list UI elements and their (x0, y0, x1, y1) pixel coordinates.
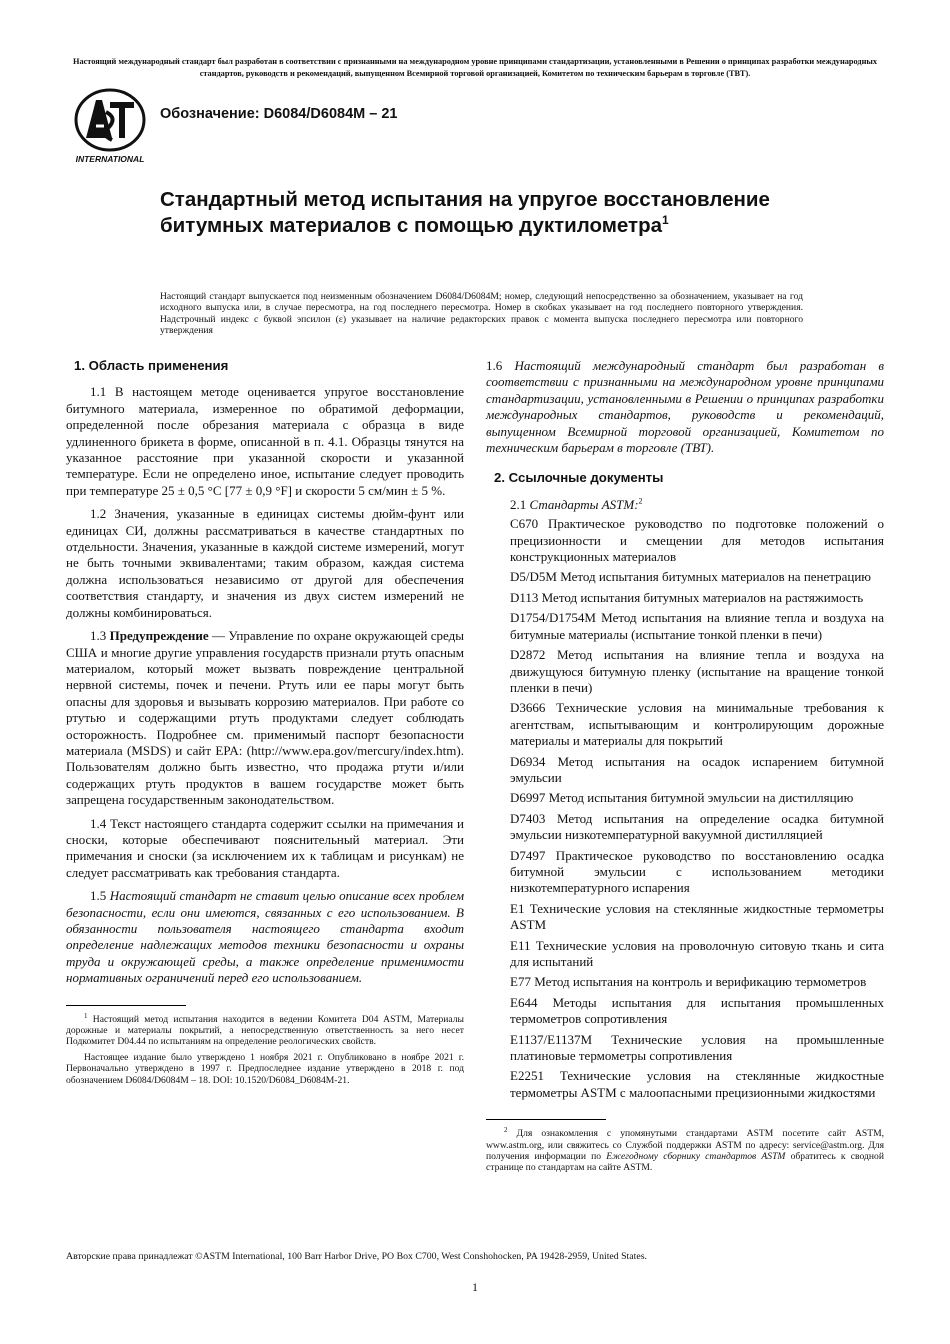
title-text: Стандартный метод испытания на упругое восстановление битумных материалов с помощью дуктилометра (160, 188, 770, 237)
reference-item: D5/D5M Метод испытания битумных материалов на пенетрацию (510, 569, 872, 585)
reference-item: D7497 Практическое руководство по восстановлению осадка битумной эмульсии с использованием методики низкотемпературного испарения (510, 847, 884, 896)
section-1-heading: 1. Область применения (74, 358, 229, 373)
footnote-1-edition: Настоящее издание было утверждено 1 ноября 2021 г. Опубликовано в ноябре 2021 г. Первоначально утверждено в 1997 г. Предпоследнее издание утверждено в 2018 г. под обозначением D6084/D6084M – 18. DOI: 10.1520/D6084_D6084M-21. (66, 1051, 464, 1086)
footnote-2 (486, 1128, 884, 1174)
document-title (160, 187, 780, 239)
footnote-2-text-b: обратитесь к сводной странице по стандартам на сайте ASTM. (486, 1151, 884, 1174)
paragraph-1-5-text: Настоящий стандарт не ставит целью описание всех проблем безопасности, если они имеются, связанных с его использованием. В обязанности пользователя настоящего стандарта входит определение надлежащих методов техники безопасности и охраны труда и окружающей среды, а также определение применимости нормативных ограничений перед его использованием. (66, 888, 464, 986)
paragraph-1-2: 1.2 Значения, указанные в единицах системы дюйм-фунт или единицах СИ, должны рассматриваться в качестве стандартных по отдельности. Значения, указанные в каждой системе измерений, могут не быть точными эквивалентами; таким образом, каждая система должна использоваться независимо от другой для обеспечения соответствия стандарту, и значения из двух систем измерений не должны комбинироваться. (66, 506, 464, 620)
reference-item: E11 Технические условия на проволочную ситовую ткань и сита для испытаний (510, 937, 884, 969)
paragraph-1-4: 1.4 Текст настоящего стандарта содержит ссылки на примечания и сноски, которые обеспечивают пояснительный материал. Эти примечания и сноски (за исключением их к таблицам и рисункам) не следует рассматривать как требования стандарта. (66, 815, 464, 880)
reference-item: E1 Технические условия на стеклянные жидкостные термометры ASTM (510, 900, 884, 933)
warning-label: Предупреждение (109, 628, 209, 644)
astm-logo-icon (66, 88, 154, 166)
subsection-2-1-mark: 2 (638, 496, 643, 506)
left-column (66, 358, 464, 1090)
reference-item: E2251 Технические условия на стеклянные жидкостные термометры ASTM с малоопасными прецизионными жидкостями (510, 1068, 884, 1100)
paragraph-1-3 (66, 628, 464, 808)
paragraph-1-3-text: — Управление по охране окружающей среды США и многие другие управления государств признали ртуть опасным материалом, который может вызвать повреждение центральной нервной системы, почек и печени. Ртуть или ее пары могут быть опасны для здоровья и вызывать коррозию материалов. При работе со ртутью и содержащими ртуть продуктами следует соблюдать осторожность. Подробнее см. применимый паспорт безопасности материала (MSDS) и сайт EPA: (http://www.epa.gov/mercury/index.htm). Пользователям должно быть известно, что продажа ртути и/или содержащих ртуть продуктов в вашем государстве может быть запрещена государственным законодательством. (66, 628, 465, 808)
logo-text: INTERNATIONAL (75, 154, 145, 164)
footnote-divider (66, 1005, 186, 1006)
reference-list (486, 516, 884, 1101)
paragraph-1-5-number: 1.5 (90, 888, 107, 904)
standard-notice: Настоящий международный стандарт был разработан в соответствии с признанными на международном уровне принципами стандартизации, установленными в Решении о принципах разработки международных стандартов, руководств и рекомендаций, выпущенном Всемирной торговой организацией, Комитетом по техническим барьерам в торговле (ТВТ). (73, 57, 877, 78)
paragraph-1-6 (486, 358, 884, 456)
paragraph-1-5 (66, 888, 464, 986)
reference-item: D1754/D1754M Метод испытания на влияние тепла и воздуха на битумные материалы (испытание тонкой пленки в печи) (510, 610, 884, 642)
paragraph-1-1: 1.1 В настоящем методе оценивается упругое восстановление битумного материала, измеренное по обратимой деформации, определенной после обрезания материала с образца в виде удлиненного брикета в форме, описанной в п. 4.1. Образцы тянутся на указанное расстояние при указанной скорости и указанной температуре. Если не определено иное, испытание следует проводить при температуре 25 ± 0,5 °C [77 ± 0,9 °F] и скорости 5 см/мин ± 5 %. (66, 384, 464, 498)
footnote-divider (486, 1119, 606, 1120)
paragraph-1-3-number: 1.3 (90, 628, 107, 644)
standard-designation: Обозначение: D6084/D6084M – 21 (160, 106, 398, 122)
footnote-2-mark: 2 (504, 1126, 508, 1135)
reference-item: D7403 Метод испытания на определение осадка битумной эмульсии низкотемпературной вакуумной дистилляцией (510, 810, 884, 843)
reference-item: D2872 Метод испытания на влияние тепла и воздуха на движущуюся битумную пленку (испытание на вращение тонкой пленки в печи) (510, 647, 884, 695)
section-2-heading: 2. Ссылочные документы (494, 470, 664, 486)
reference-item: C670 Практическое руководство по подготовке положений о прецизионности и смещении для методов испытания конструкционных материалов (510, 516, 884, 565)
reference-item: E644 Методы испытания для испытания промышленных термометров сопротивления (510, 994, 884, 1027)
reference-item: E1137/E1137M Технические условия на промышленные платиновые термометры сопротивления (510, 1031, 884, 1064)
reference-item: D6934 Метод испытания на осадок испарением битумной эмульсии (510, 753, 884, 785)
paragraph-1-6-number: 1.6 (486, 358, 503, 373)
subsection-2-1 (510, 497, 884, 513)
footnote-2-text-a: Для ознакомления с упомянутыми стандартами ASTM посетите сайт ASTM, www.astm.org, или свяжитесь со Службой поддержки ASTM по адресу: service@astm.org. Для получения информации по (486, 1128, 884, 1163)
footnote-1 (66, 1011, 464, 1048)
footnote-2-book-title: Ежегодному сборнику стандартов ASTM (606, 1151, 786, 1163)
subsection-2-1-number: 2.1 (510, 496, 527, 512)
reference-item: D6997 Метод испытания битумной эмульсии на дистилляцию (510, 790, 854, 806)
copyright-notice: Авторские права принадлежат ©ASTM International, 100 Barr Harbor Drive, PO Box C700, West Conshohocken, PA 19428-2959, United States. (66, 1251, 647, 1262)
page-number: 1 (472, 1280, 478, 1294)
subsection-2-1-title: Стандарты ASTM: (529, 496, 639, 512)
reference-item: D113 Метод испытания битумных материалов на растяжимость (510, 589, 864, 605)
astm-logo (66, 88, 154, 166)
issuance-statement: Настоящий стандарт выпускается под неизменным обозначением D6084/D6084M; номер, следующий непосредственно за обозначением, указывает на год исходного выпуска или, в случае пересмотра, на год последнего пересмотра. Номер в скобках указывает на год последнего повторного утверждения. Надстрочный индекс с буквой эпсилон (ε) указывает на наличие редакторских правок с момента выпуска последнего пересмотра или повторного утверждения (160, 291, 803, 337)
reference-item: D3666 Технические условия на минимальные требования к агентствам, испытывающим и контролирующим дорожные материалы и материалы для покрытий (510, 700, 884, 749)
right-column (486, 358, 884, 1178)
paragraph-1-6-text: Настоящий международный стандарт был разработан в соответствии с признанными на международном уровне принципами стандартизации, установленными в Решении о принципах разработки международных стандартов, руководств и рекомендаций, выпущенном Всемирной торговой организацией, Комитетом по техническим барьерам в торговле (ТВТ). (486, 358, 885, 456)
footnote-1-text: Настоящий метод испытания находится в ведении Комитета D04 ASTM, Материалы дорожные и материалы покрытий, а непосредственную ответственность за него несет Подкомитет D04.44 по испытаниям на определение реологических свойств. (66, 1013, 464, 1048)
footnote-1-mark: 1 (84, 1011, 88, 1020)
reference-item: E77 Метод испытания на контроль и верификацию термометров (510, 974, 867, 990)
title-footnote-mark: 1 (662, 213, 669, 228)
